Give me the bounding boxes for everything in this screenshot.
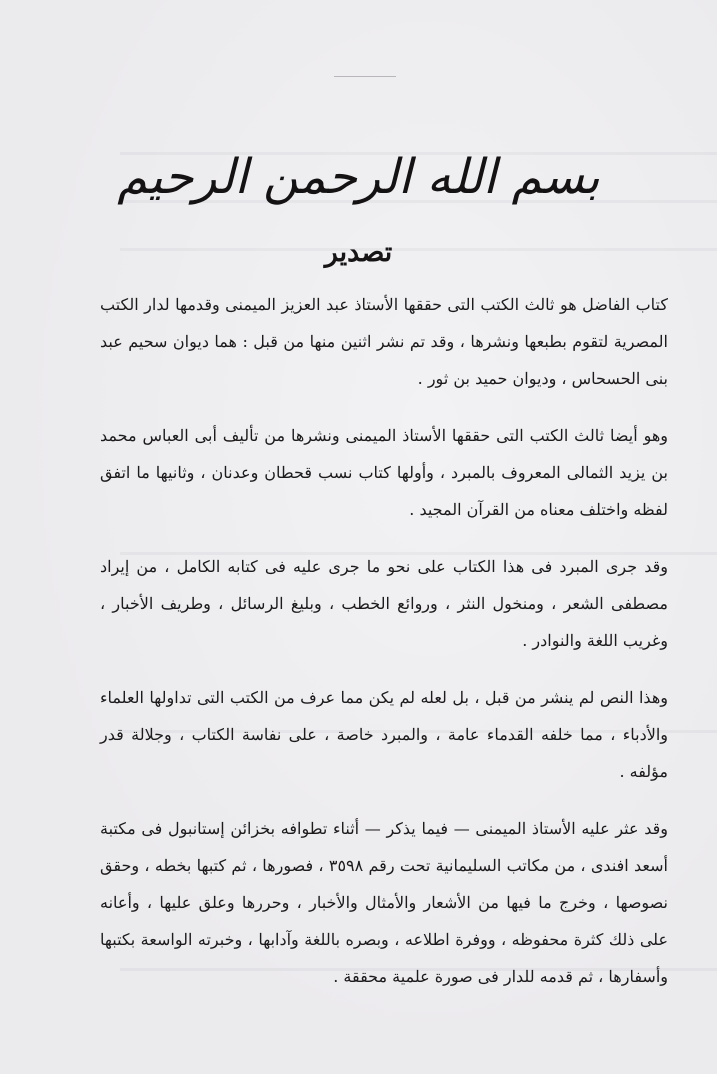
page-heading: تصدير [324, 237, 393, 268]
top-rule [334, 76, 396, 77]
body-text [100, 286, 668, 1015]
basmala-calligraphy: بسم الله الرحمن الرحيم [117, 149, 600, 205]
paragraph-5: وقد عثر عليه الأستاذ الميمنى — فيما يذكر — أثناء تطوافه بخزائن إستانبول فى مكتبة أسعد افندى ، من مكاتب السليمانية تحت رقم ٣٥٩٨ ، فصورها ، ثم كتبها بخطه ، وحقق نصوصها ، وخرج ما فيها من الأشعار والأمثال والأخبار ، وحررها وعلق عليها ، وأعانه على ذلك كثرة محفوظه ، ووفرة اطلاعه ، وبصره باللغة وآدابها ، وخبرته الواسعة بكتبها وأسفارها ، ثم قدمه للدار فى صورة علمية محققة . [100, 819, 668, 986]
paragraph-3: وقد جرى المبرد فى هذا الكتاب على نحو ما جرى عليه فى كتابه الكامل ، من إيراد مصطفى الشعر ، ومنخول النثر ، وروائع الخطب ، وبليغ الرسائل ، وطريف الأخبار ، وغريب اللغة والنوادر . [100, 557, 668, 650]
paragraph-2: وهو أيضا ثالث الكتب التى حققها الأستاذ الميمنى ونشرها من تأليف أبى العباس محمد بن يزيد الثمالى المعروف بالمبرد ، وأولها كتاب نسب قحطان وعدنان ، وثانيها ما اتفق لفظه واختلف معناه من القرآن المجيد . [100, 426, 668, 519]
paragraph-4: وهذا النص لم ينشر من قبل ، بل لعله لم يكن مما عرف من الكتب التى تداولها العلماء والأدباء ، مما خلفه القدماء عامة ، والمبرد خاصة ، على نفاسة الكتاب ، وجلالة قدر مؤلفه . [100, 688, 669, 781]
paragraph-1: كتاب الفاضل هو ثالث الكتب التى حققها الأستاذ عبد العزيز الميمنى وقدمها لدار الكتب المصرية لتقوم بطبعها ونشرها ، وقد تم نشر اثنين منها من قبل : هما ديوان سحيم عبد بنى الحسحاس ، وديوان حميد بن ثور . [100, 295, 668, 388]
